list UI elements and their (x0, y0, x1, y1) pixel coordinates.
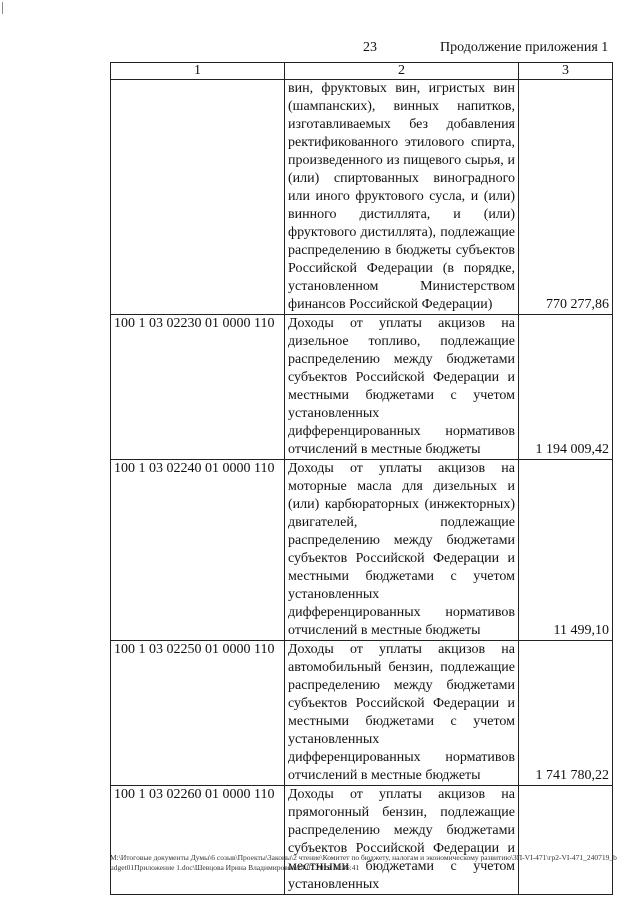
appendix-continuation-note: Продолжение приложения 1 (440, 40, 609, 55)
row-description: Доходы от уплаты акцизов на дизельное топливо, подлежащие распределению между бюджетами субъектов Российской Федерации и местными бюджетами с учетом установленных дифференцированных нормативов отчислений в местные бюджеты (285, 315, 519, 460)
row-amount: 1 741 780,22 (519, 641, 613, 786)
page-number: 23 (363, 40, 377, 55)
row-amount: 770 277,86 (519, 80, 613, 315)
page-edge-mark (2, 2, 6, 14)
column-header-3: 3 (519, 63, 613, 80)
table-row (111, 641, 613, 786)
table-row-continuation (111, 80, 613, 315)
row-code: 100 1 03 02240 01 0000 110 (111, 460, 285, 641)
row-description: Доходы от уплаты акцизов на автомобильный бензин, подлежащие распределению между бюджетами субъектов Российской Федерации и местными бюджетами с учетом установленных дифференцированных нормативов отчислений в местные бюджеты (285, 641, 519, 786)
row-code: 100 1 03 02250 01 0000 110 (111, 641, 285, 786)
row-amount: 11 499,10 (519, 460, 613, 641)
table-row (111, 460, 613, 641)
row-description: Доходы от уплаты акцизов на моторные масла для дизельных и (или) карбюраторных (инжекторных) двигателей, подлежащие распределению между бюджетами субъектов Российской Федерации и местными бюджетами с учетом установленных дифференцированных нормативов отчислений в местные бюджеты (285, 460, 519, 641)
row-code: 100 1 03 02260 01 0000 110 (111, 786, 285, 895)
revenue-table (110, 62, 613, 895)
table-row (111, 315, 613, 460)
column-header-1: 1 (111, 63, 285, 80)
document-file-path: M:\Итоговые документы Думы\6 созыв\Проекты\Законы\2 чтение\Комитет по бюджету, налогам и экономическому развитию\ЗП-VI-471\гр2-VI-471_240719_budget01Приложение 1.doc\Шевцова Ирина Владимировна\24.07.2019 11:46:41 (110, 853, 617, 872)
row-description: вин, фруктовых вин, игристых вин (шампанских), винных напитков, изготавливаемых без добавления ректификованного этилового спирта, произведенного из пищевого сырья, и (или) спиртованных виноградного или иного фруктового сусла, и (или) винного дистиллята, и (или) фруктового дистиллята), подлежащие распределению в бюджеты субъектов Российской Федерации (в порядке, установленном Министерством финансов Российской Федерации) (285, 80, 519, 315)
row-amount (519, 786, 613, 895)
column-header-2: 2 (285, 63, 519, 80)
table-row (111, 786, 613, 895)
row-code: 100 1 03 02230 01 0000 110 (111, 315, 285, 460)
column-number-row (111, 63, 613, 80)
row-code-empty (111, 80, 285, 315)
row-amount: 1 194 009,42 (519, 315, 613, 460)
row-description: Доходы от уплаты акцизов на прямогонный бензин, подлежащие распределению между бюджетами субъектов Российской Федерации и местными бюджетами с учетом установленных (285, 786, 519, 895)
